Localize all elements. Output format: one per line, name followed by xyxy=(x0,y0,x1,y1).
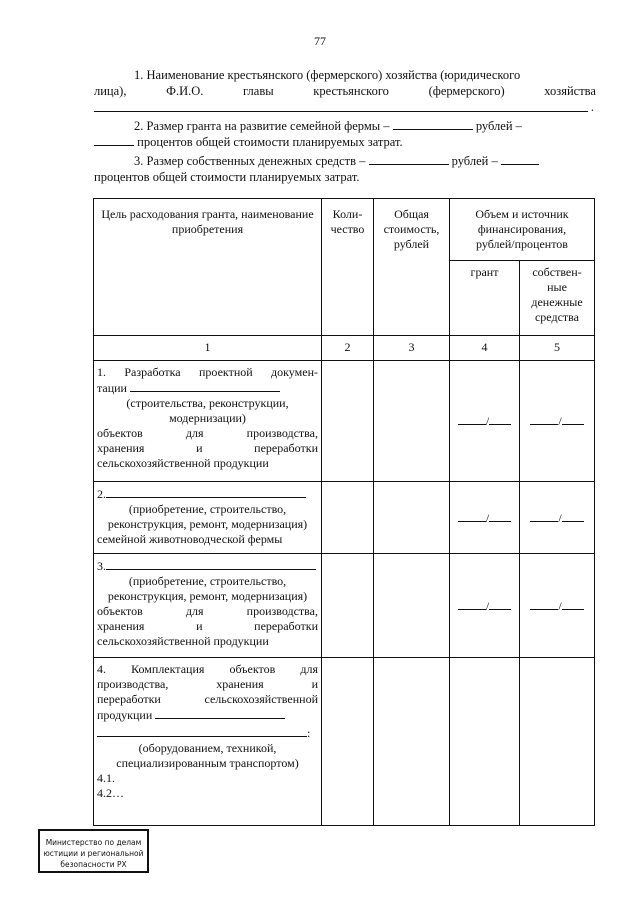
own-amount-blank xyxy=(369,153,449,165)
farm-name-words xyxy=(94,83,596,99)
row-text: объектов для производства, xyxy=(97,426,318,440)
fill-in-line xyxy=(458,598,486,610)
own-funds-cell[interactable] xyxy=(520,658,595,826)
row-text: хранения и переработки xyxy=(97,441,318,455)
table-row xyxy=(94,554,595,658)
row-note: (приобретение, строительство, реконструкция, ремонт, модернизация) xyxy=(107,574,308,603)
fill-in-line xyxy=(94,111,588,112)
col-number: 2 xyxy=(322,336,374,361)
word: крестьянского xyxy=(313,84,389,98)
ministry-stamp xyxy=(38,829,149,873)
row-text: семейной животноводческой фермы xyxy=(97,532,283,546)
cost-cell[interactable] xyxy=(374,361,450,482)
row-description xyxy=(94,658,322,826)
fill-in-line xyxy=(489,413,511,425)
grant-amount-blank xyxy=(393,118,473,130)
slash: / xyxy=(558,414,562,428)
slash: / xyxy=(485,598,490,613)
grant-percent-line xyxy=(94,134,596,150)
row-text: сельскохозяйственной продукции xyxy=(97,456,269,470)
fill-in-line xyxy=(562,510,584,522)
row-text: тации xyxy=(97,381,127,395)
rubles-label: рублей – xyxy=(451,154,498,168)
fill-in-line xyxy=(106,558,316,570)
row-text-blank xyxy=(97,558,318,574)
own-funds-line xyxy=(94,153,596,169)
row-description xyxy=(94,361,322,482)
slash: / xyxy=(558,598,562,613)
qty-cell[interactable] xyxy=(322,658,374,826)
row-text: сельскохозяйственной продукции xyxy=(97,634,269,648)
table-row xyxy=(94,482,595,554)
fill-in-line xyxy=(489,598,511,610)
word: Ф.И.О. xyxy=(166,84,204,98)
col-number: 3 xyxy=(374,336,450,361)
paragraph-own-funds xyxy=(94,153,596,185)
header-total-cost: Общая стоимость, рублей xyxy=(374,199,450,336)
row-text: продукции xyxy=(97,708,153,722)
fill-in-line xyxy=(562,598,584,610)
row-text-blank xyxy=(97,486,318,502)
cost-cell[interactable] xyxy=(374,482,450,554)
grant-size-text: 2. Размер гранта на развитие семейной фермы – xyxy=(134,119,390,133)
sub-item: 4.2… xyxy=(97,786,124,800)
grant-percent-blank xyxy=(94,134,134,146)
table-row xyxy=(94,361,595,482)
fill-in-line xyxy=(97,725,307,737)
header-purpose: Цель расходования гранта, наименование приобретения xyxy=(94,199,322,336)
row-text: производства, хранения и xyxy=(97,677,318,691)
fill-in-line xyxy=(530,598,558,610)
fill-in-line xyxy=(130,380,280,392)
fill-in-line xyxy=(458,413,486,425)
word: лица), xyxy=(94,84,127,98)
row-description xyxy=(94,554,322,658)
col-number: 4 xyxy=(450,336,520,361)
stamp-line: Министерство по делам xyxy=(45,838,142,847)
col-number: 1 xyxy=(94,336,322,361)
fill-in-line xyxy=(530,510,558,522)
row-text: переработки сельскохозяйственной xyxy=(97,692,318,706)
row-note: (приобретение, строительство, реконструкция, ремонт, модернизация) xyxy=(107,502,308,531)
fill-in-line xyxy=(155,707,285,719)
paragraph-farm-name xyxy=(94,67,596,115)
colon: : xyxy=(307,726,311,740)
table-row xyxy=(94,658,595,826)
row-note: (строительства, реконструкции, модернизации) xyxy=(126,396,289,425)
paragraph-grant-size xyxy=(94,118,596,150)
header-quantity: Коли- чество xyxy=(322,199,374,336)
row-text: хранения и переработки xyxy=(97,619,318,633)
fill-in-line xyxy=(458,510,486,522)
cost-cell[interactable] xyxy=(374,658,450,826)
grant-cell[interactable] xyxy=(450,554,520,658)
row-text: 3. xyxy=(97,559,106,573)
row-text: объектов для производства, xyxy=(97,604,318,618)
row-text-blank xyxy=(97,707,318,723)
slash: / xyxy=(558,510,562,525)
row-text: 4. Комплектация объектов для xyxy=(97,662,318,676)
grant-cell[interactable] xyxy=(450,482,520,554)
own-funds-cell[interactable] xyxy=(520,482,595,554)
slash: / xyxy=(485,510,490,525)
fill-in-line xyxy=(489,510,511,522)
row-text-blank xyxy=(97,725,318,741)
word: (фермерского) xyxy=(428,84,505,98)
qty-cell[interactable] xyxy=(322,554,374,658)
stamp-line: безопасности РХ xyxy=(60,860,127,869)
row-note: (оборудованием, техникой, специализированным транспортом) xyxy=(116,741,299,770)
row-text: 1. Разработка проектной докумен- xyxy=(97,365,318,379)
own-percent-line: процентов общей стоимости планируемых затрат. xyxy=(94,170,360,184)
own-percent-blank xyxy=(501,153,539,165)
word: главы xyxy=(243,84,274,98)
fill-in-line xyxy=(562,413,584,425)
page-number: 77 xyxy=(314,34,326,48)
grant-cell[interactable] xyxy=(450,658,520,826)
header-own-funds: собствен- ные денежные средства xyxy=(520,261,595,336)
row-text-blank xyxy=(97,380,318,396)
rubles-label: рублей – xyxy=(475,119,522,133)
own-funds-cell[interactable] xyxy=(520,361,595,482)
fill-in-line xyxy=(106,486,306,498)
qty-cell[interactable] xyxy=(322,361,374,482)
own-funds-cell[interactable] xyxy=(520,554,595,658)
grant-cell[interactable] xyxy=(450,361,520,482)
col-number: 5 xyxy=(520,336,595,361)
grant-size-line xyxy=(94,118,596,134)
farm-name-line: 1. Наименование крестьянского (фермерского) хозяйства (юридического xyxy=(134,68,521,82)
word: хозяйства xyxy=(544,84,596,98)
sub-item: 4.1. xyxy=(97,771,115,785)
row-text: 2. xyxy=(97,487,106,501)
percent-text: процентов общей стоимости планируемых затрат. xyxy=(137,135,403,149)
qty-cell[interactable] xyxy=(322,482,374,554)
fill-in-line xyxy=(530,413,558,425)
expenses-table xyxy=(93,198,595,826)
row-description xyxy=(94,482,322,554)
period: . xyxy=(590,100,594,114)
slash: / xyxy=(485,414,490,428)
stamp-line: юстиции и региональной xyxy=(43,849,144,858)
cost-cell[interactable] xyxy=(374,554,450,658)
header-financing: Объем и источник финансирования, рублей/процентов xyxy=(450,199,595,261)
farm-name-blank xyxy=(94,99,596,115)
own-funds-text: 3. Размер собственных денежных средств – xyxy=(134,154,366,168)
header-grant: грант xyxy=(450,261,520,336)
